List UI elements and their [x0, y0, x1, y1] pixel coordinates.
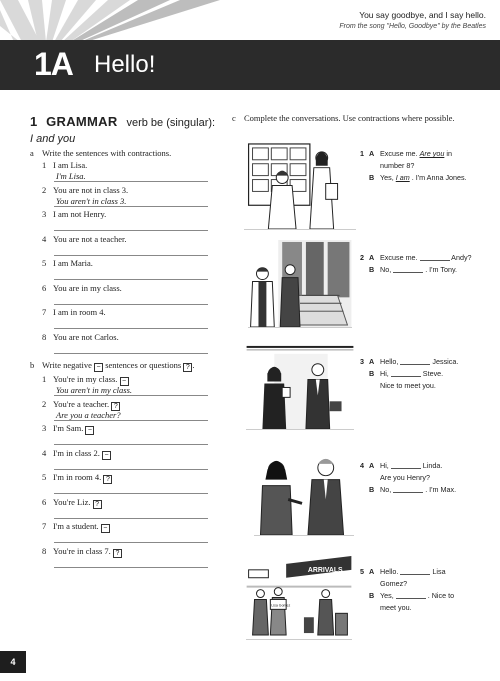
conversation-line — [380, 148, 452, 160]
conversation — [360, 566, 494, 636]
arrivals-sign-text: ARRIVALS — [307, 566, 343, 574]
answer-line[interactable] — [54, 206, 208, 207]
minus-box-icon: − — [102, 451, 111, 460]
sentence-item — [42, 472, 112, 484]
minus-box-icon: − — [85, 426, 94, 435]
unit-banner — [0, 40, 500, 90]
item-text: I'm a student. — [53, 521, 99, 531]
answer-blank[interactable] — [400, 357, 430, 365]
conversation-line — [380, 578, 407, 590]
item-answer: You aren't in class 3. — [56, 195, 127, 206]
minus-box-icon: − — [120, 377, 129, 386]
answer-line[interactable] — [54, 469, 208, 470]
section-grammar: GRAMMAR — [46, 114, 118, 129]
conversation-number: 1 — [360, 149, 364, 158]
speaker-label: B — [369, 369, 375, 378]
answer-blank[interactable] — [391, 461, 421, 469]
item-text: I'm Sam. — [53, 423, 84, 433]
conversation-line — [380, 380, 436, 392]
page-number: 4 — [0, 651, 26, 673]
item-number: 8 — [42, 331, 47, 342]
item-text: You're a teacher. — [53, 398, 110, 409]
conversation-line — [380, 172, 467, 184]
answer-blank[interactable] — [400, 567, 430, 575]
sentence-item — [42, 283, 122, 293]
answer-blank[interactable] — [393, 485, 423, 493]
part-b-text-3: . — [192, 360, 195, 370]
sentence-item — [42, 332, 119, 342]
unit-number: 1A — [34, 46, 73, 82]
question-box-icon: ? — [113, 549, 122, 558]
item-number: 3 — [42, 209, 47, 219]
speaker-label: A — [369, 149, 375, 158]
item-text: You are not in class 3. — [53, 184, 129, 195]
speaker-label: B — [369, 591, 375, 600]
item-answer: Are you a teacher? — [56, 409, 121, 420]
part-c-instruction — [232, 113, 455, 123]
part-b-letter: b — [30, 360, 35, 370]
sentence-item — [42, 423, 94, 435]
item-text: I am Lisa. — [53, 160, 88, 170]
conversation-number: 4 — [360, 461, 364, 470]
answer-line[interactable] — [54, 567, 208, 568]
sentence-item — [42, 209, 106, 219]
item-number: 3 — [42, 423, 47, 433]
speaker-label: A — [369, 461, 375, 470]
section-number: 1 — [30, 114, 38, 129]
question-box-icon: ? — [111, 402, 120, 411]
item-text: I am not Henry. — [53, 209, 107, 219]
answer-line[interactable] — [54, 304, 208, 305]
question-box-icon: ? — [93, 500, 102, 509]
answer-line[interactable] — [54, 353, 208, 354]
answer-blank[interactable] — [420, 253, 450, 261]
speaker-label: A — [369, 567, 375, 576]
line-text: No, — [380, 265, 392, 274]
part-c-text: Complete the conversations. Use contractions where possible. — [244, 113, 455, 123]
answer-line[interactable] — [54, 328, 208, 329]
item-text: You're in my class. — [53, 374, 118, 384]
answer-blank[interactable] — [391, 369, 421, 377]
item-text: You're in class 7. — [53, 545, 111, 556]
speaker-label: B — [369, 173, 375, 182]
conversation-line — [380, 590, 454, 602]
answer-blank[interactable] — [396, 591, 426, 599]
conversation — [360, 460, 494, 530]
line-text: Nice to meet you. — [380, 381, 436, 390]
conversation — [360, 252, 494, 322]
line-text: No, — [380, 485, 392, 494]
line-text: Excuse me. — [380, 253, 418, 262]
item-text: I am in room 4. — [53, 307, 106, 317]
conversation-line — [380, 484, 456, 496]
sentence-item — [42, 546, 122, 558]
answer-line[interactable] — [54, 395, 208, 396]
conversation-line — [380, 264, 457, 276]
item-number: 5 — [42, 472, 47, 482]
conversation-line — [380, 356, 458, 368]
conversation-line — [380, 602, 412, 614]
conversation-line — [380, 252, 472, 264]
item-number: 2 — [42, 398, 47, 409]
conversation — [360, 356, 494, 426]
answer-line[interactable] — [54, 255, 208, 256]
line-text: Yes, — [380, 173, 394, 182]
item-text: You are in my class. — [53, 282, 122, 293]
line-text: Gomez? — [380, 579, 408, 588]
answer-line[interactable] — [54, 420, 208, 421]
speaker-label: A — [369, 357, 375, 366]
line-text: Andy? — [451, 253, 472, 262]
speaker-label: B — [369, 485, 375, 494]
answer-line[interactable] — [54, 279, 208, 280]
item-number: 6 — [42, 282, 47, 293]
sentence-item — [42, 521, 110, 533]
unit-title: Hello! — [94, 51, 156, 78]
answer-line[interactable] — [54, 181, 208, 182]
filled-answer: I am — [395, 173, 410, 182]
item-text: You are not a teacher. — [53, 233, 127, 244]
item-number: 2 — [42, 184, 47, 195]
conversation-line — [380, 160, 414, 172]
line-text: . Nice to — [427, 591, 455, 600]
item-number: 5 — [42, 258, 47, 268]
item-number: 1 — [42, 160, 47, 170]
item-answer: You aren't in my class. — [56, 385, 133, 395]
answer-line[interactable] — [54, 493, 208, 494]
conversation-number: 3 — [360, 357, 364, 366]
answer-blank[interactable] — [393, 265, 423, 273]
illustration-notice-board — [244, 140, 356, 230]
conversation-line — [380, 368, 443, 380]
quote-line: You say goodbye, and I say hello. — [359, 10, 486, 20]
conversation-line — [380, 460, 442, 472]
item-text: I'm in room 4. — [53, 472, 102, 482]
conversation-line — [380, 472, 430, 484]
part-a-instruction — [30, 148, 171, 158]
answer-line[interactable] — [54, 230, 208, 231]
part-c-letter: c — [232, 113, 236, 123]
minus-box-icon: − — [94, 363, 103, 372]
line-text: Hello, — [380, 357, 399, 366]
conversation — [360, 148, 494, 218]
line-text: Lisa — [432, 567, 446, 576]
part-b-text-1: Write negative — [42, 360, 92, 370]
item-number: 4 — [42, 447, 47, 458]
conversation-number: 5 — [360, 567, 364, 576]
sentence-item — [42, 234, 127, 244]
line-text: Jessica. — [432, 357, 459, 366]
conversation-line — [380, 566, 446, 578]
line-text: Steve. — [422, 369, 444, 378]
sentence-item — [42, 258, 93, 268]
item-text: You're Liz. — [53, 496, 91, 507]
answer-line[interactable] — [54, 518, 208, 519]
line-text: Excuse me. — [380, 149, 418, 158]
item-text: I'm in class 2. — [53, 447, 100, 458]
item-number: 7 — [42, 307, 47, 317]
part-a-letter: a — [30, 148, 34, 158]
sentence-item — [42, 185, 128, 195]
line-text: meet you. — [380, 603, 412, 612]
item-number: 4 — [42, 233, 47, 244]
item-text: I am Maria. — [53, 258, 93, 268]
answer-line[interactable] — [54, 444, 208, 445]
speaker-label: A — [369, 253, 375, 262]
answer-line[interactable] — [54, 542, 208, 543]
filled-answer: Are you — [419, 149, 445, 158]
illustration-office — [246, 340, 354, 430]
line-text: Hi, — [380, 461, 389, 470]
song-quote — [339, 10, 486, 30]
line-text: . I'm Tony. — [425, 265, 458, 274]
sentence-item — [42, 160, 87, 170]
illustration-meeting — [254, 448, 354, 536]
item-number: 6 — [42, 496, 47, 507]
part-a-text: Write the sentences with contractions. — [42, 148, 172, 158]
quote-source: From the song "Hello, Goodbye" by the Beatles — [339, 23, 486, 30]
question-box-icon: ? — [103, 475, 112, 484]
line-text: Hi, — [380, 369, 389, 378]
item-text: You are not Carlos. — [53, 331, 119, 342]
conversation-number: 2 — [360, 253, 364, 262]
sentence-item — [42, 497, 102, 509]
lisa-sign-text: Lisa Gomez — [271, 603, 291, 608]
line-text: Linda. — [422, 461, 443, 470]
minus-box-icon: − — [101, 524, 110, 533]
item-answer: I'm Lisa. — [56, 171, 86, 181]
line-text: . I'm Anna Jones. — [411, 173, 467, 182]
speaker-label: B — [369, 265, 375, 274]
line-text: Hello. — [380, 567, 399, 576]
section-heading — [30, 113, 215, 145]
item-number: 7 — [42, 521, 47, 531]
sentence-item — [42, 307, 106, 317]
item-number: 8 — [42, 545, 47, 556]
line-text: number 8? — [380, 161, 415, 170]
item-number: 1 — [42, 374, 47, 384]
illustration-airport — [246, 556, 352, 640]
question-box-icon: ? — [183, 363, 192, 372]
section-subtitle: verb be (singular): — [126, 117, 216, 129]
line-text: in — [446, 149, 452, 158]
line-text: Yes, — [380, 591, 394, 600]
part-b-text-2: sentences or questions — [105, 360, 182, 370]
sentence-item — [42, 448, 111, 460]
line-text: Are you Henry? — [380, 473, 430, 482]
line-text: . I'm Max. — [425, 485, 457, 494]
section-subtitle-2: I and you — [30, 133, 76, 145]
part-b-instruction — [30, 360, 194, 372]
illustration-street — [248, 240, 352, 328]
